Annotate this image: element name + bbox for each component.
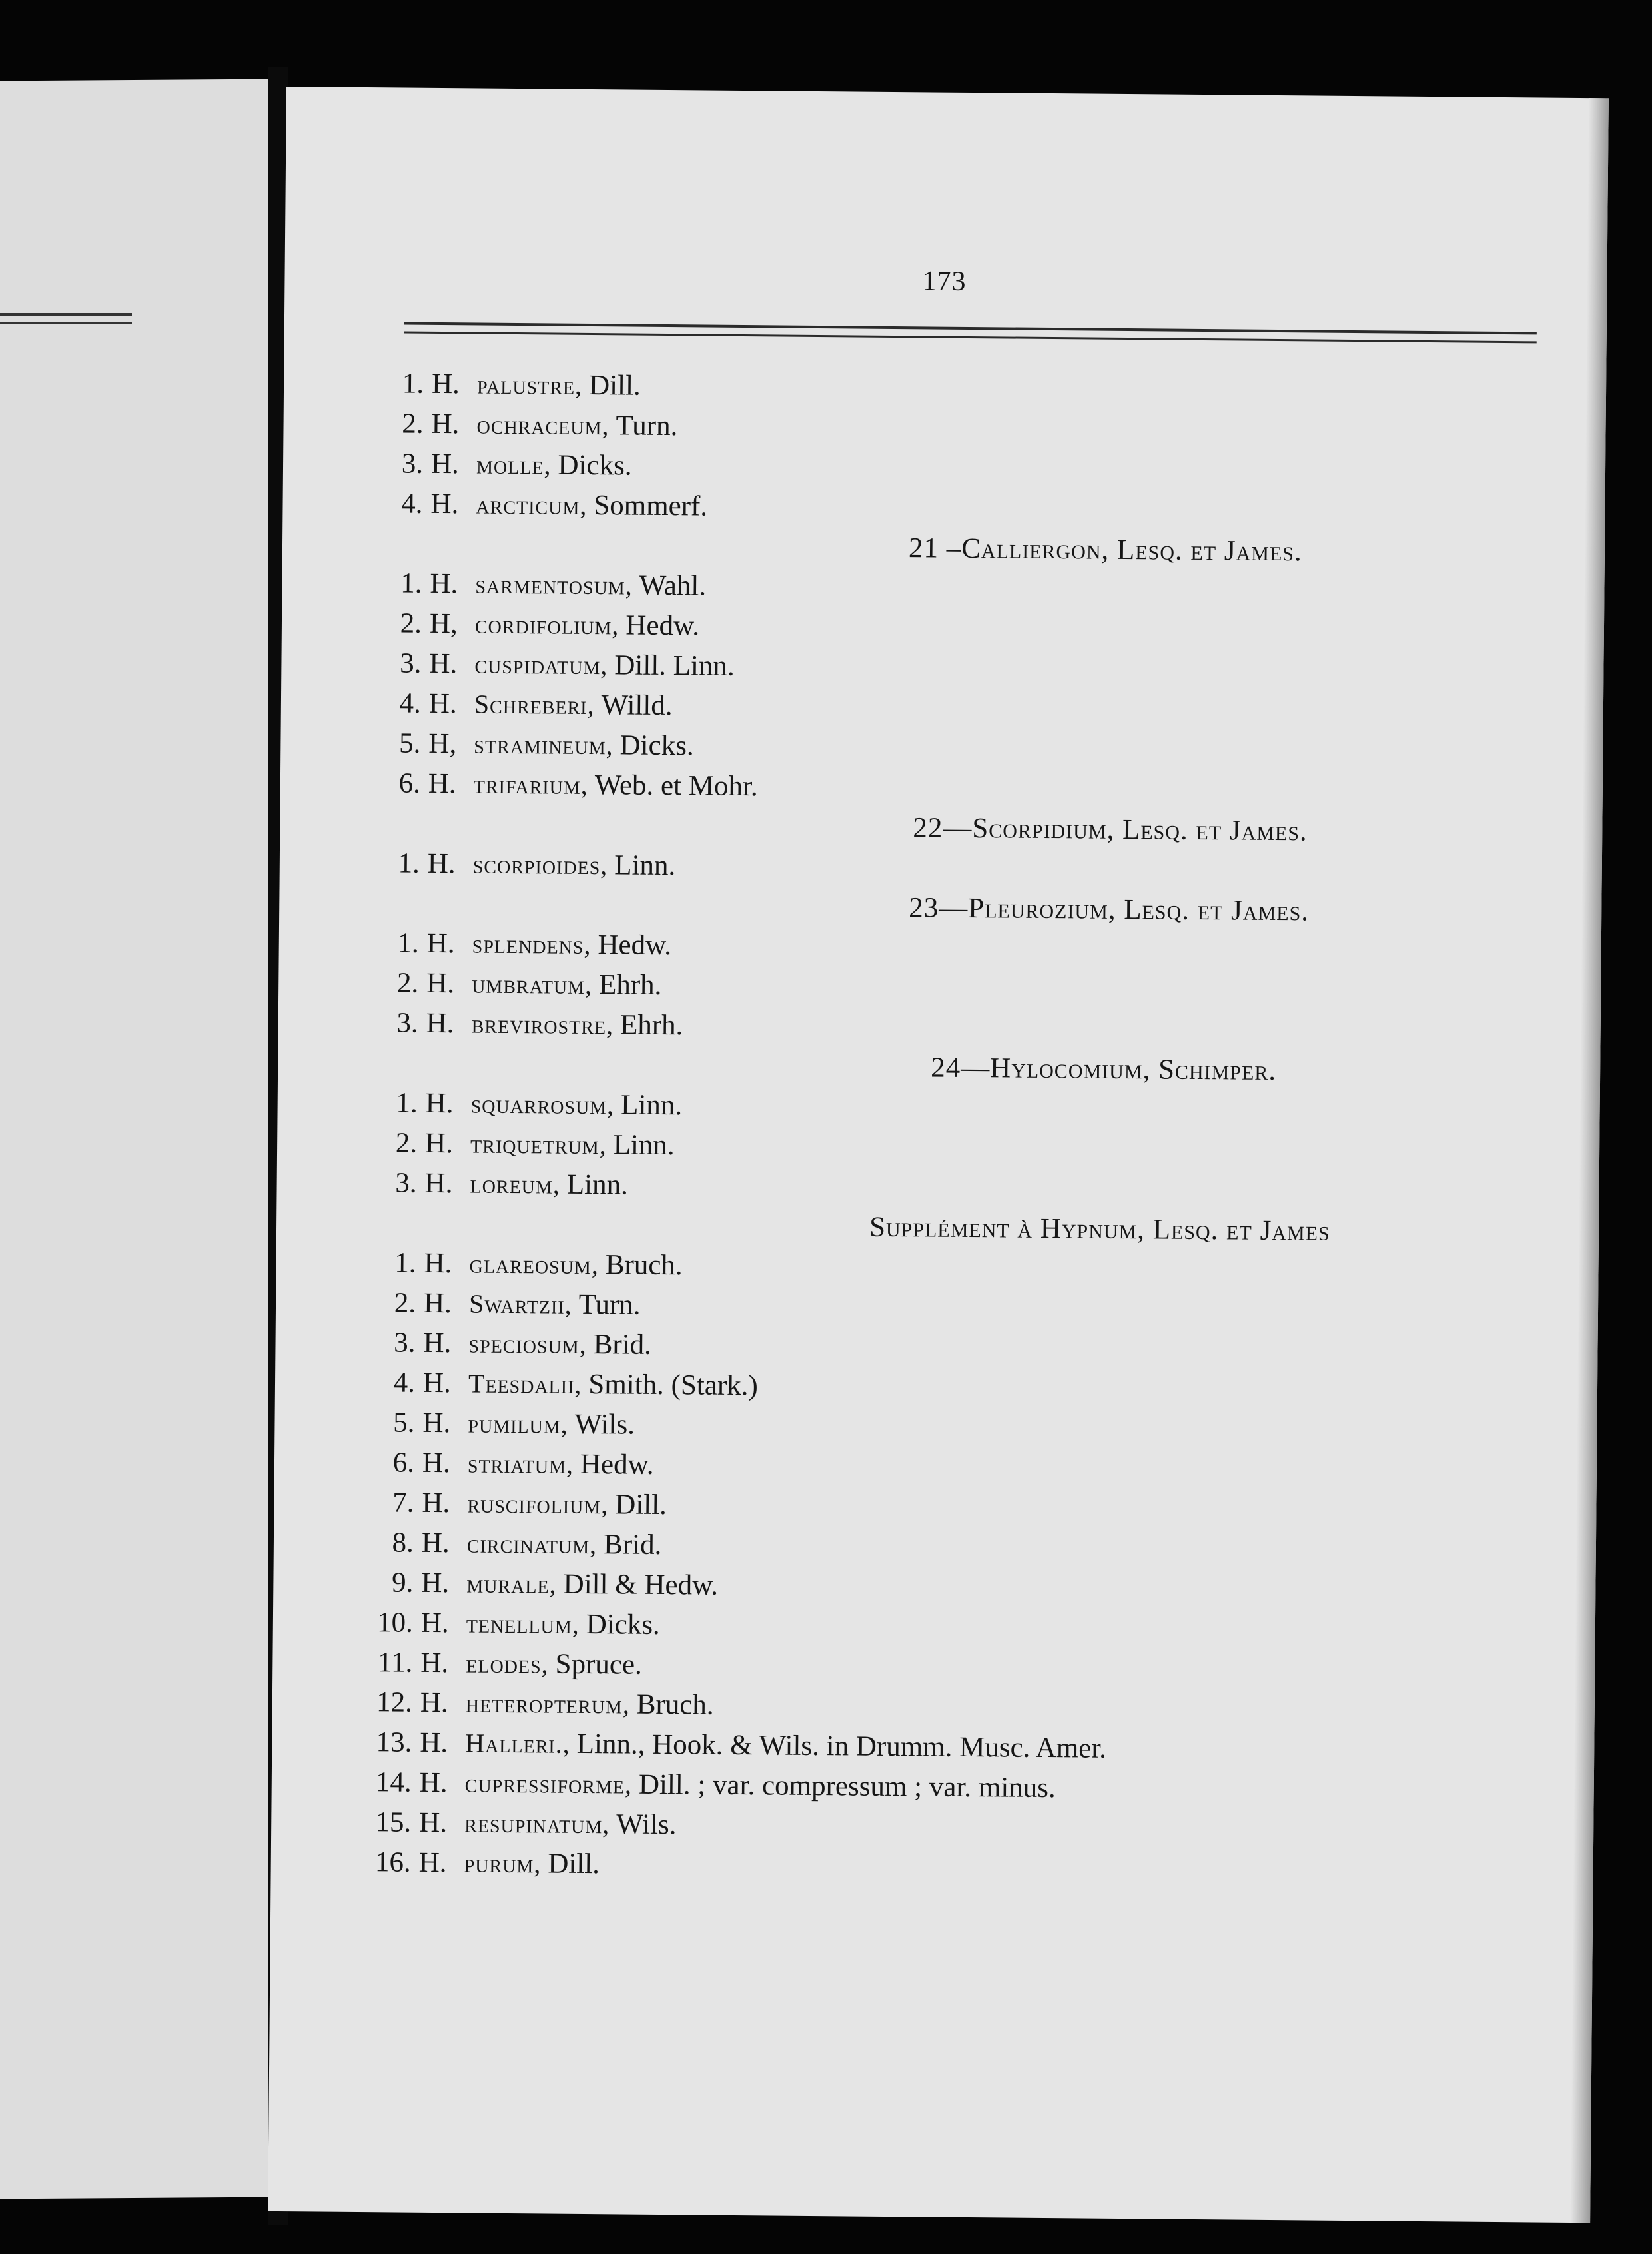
entry-number: 1. [397, 927, 419, 959]
genus-abbrev: H. [424, 1247, 452, 1280]
genus-abbrev: H. [420, 1726, 448, 1759]
genus-abbrev: H. [419, 1806, 448, 1839]
species-epithet: murale, Dill & Hedw. [466, 1568, 719, 1601]
species-authority: Wahl. [639, 569, 707, 602]
species-epithet: cuspidatum, Dill. Linn. [474, 649, 735, 682]
entry-number: 12. [376, 1687, 413, 1718]
genus-abbrev: H, [429, 607, 458, 640]
species-authority: Turn. [578, 1288, 641, 1321]
entry-number: 16. [374, 1846, 411, 1878]
species-authority: Dill. [548, 1848, 600, 1880]
species-epithet: ochraceum, Turn. [476, 409, 678, 442]
genus-abbrev: H. [424, 1127, 454, 1160]
entry-number: 3. [396, 1007, 418, 1039]
species-epithet: Schreberi, Willd. [474, 689, 673, 722]
species-authority: Dicks. [620, 729, 694, 762]
genus-abbrev: H. [422, 1367, 452, 1399]
species-authority: Linn. [620, 1089, 683, 1122]
entry-number: 2. [396, 967, 419, 999]
species-authority: Hedw. [598, 929, 672, 962]
species-authority: Dill. ; var. compressum ; var. minus. [638, 1768, 1056, 1804]
species-epithet: squarrosum, Linn. [470, 1088, 683, 1122]
species-epithet: elodes, Spruce. [466, 1648, 643, 1681]
species-epithet: trifarium, Web. et Mohr. [473, 769, 758, 803]
genus-abbrev: H. [422, 1447, 450, 1479]
species-epithet: molle, Dicks. [476, 449, 632, 482]
genus-abbrev: H. [425, 1087, 454, 1120]
species-authority: Hedw. [625, 609, 700, 642]
species-authority: Brid. [603, 1529, 662, 1561]
genus-heading: 21 –Calliergon, Lesq. et James. [908, 532, 1302, 567]
species-authority: Spruce. [555, 1648, 643, 1681]
species-epithet: ruscifolium, Dill. [467, 1488, 667, 1521]
species-authority: Linn. [566, 1168, 629, 1201]
left-page [0, 79, 268, 2199]
species-authority: Dill. [588, 369, 641, 402]
genus-abbrev: H. [431, 368, 460, 400]
genus-abbrev: H. [428, 767, 456, 800]
entry-number: 4. [393, 1367, 416, 1399]
species-epithet: scorpioides, Linn. [472, 849, 676, 882]
entry-number: 10. [376, 1607, 414, 1639]
entry-number: 8. [392, 1527, 414, 1559]
species-authority: Linn. [614, 849, 676, 882]
genus-abbrev: H. [429, 647, 458, 680]
species-epithet: loreum, Linn. [470, 1168, 629, 1201]
genus-abbrev: H. [420, 1607, 449, 1639]
species-epithet: Swartzii, Turn. [468, 1288, 641, 1321]
entry-number: 4. [399, 687, 422, 719]
species-epithet: striatum, Hedw. [467, 1448, 654, 1481]
species-epithet: brevirostre, Ehrh. [471, 1008, 683, 1042]
entry-number: 11. [377, 1647, 413, 1679]
species-authority: Dicks. [586, 1609, 661, 1641]
entry-number: 7. [392, 1487, 414, 1519]
genus-heading: Supplément à Hypnum, Lesq. et James [869, 1211, 1330, 1247]
entry-number: 1. [398, 847, 420, 879]
species-authority: Bruch. [605, 1249, 683, 1282]
species-epithet: purum, Dill. [464, 1848, 600, 1880]
entry-number: 13. [376, 1726, 412, 1758]
species-authority: Sommerf. [594, 490, 708, 522]
species-authority: Dill. [615, 1489, 667, 1521]
genus-abbrev: H. [424, 1167, 453, 1200]
entry-number: 3. [394, 1327, 416, 1359]
species-epithet: arcticum, Sommerf. [476, 489, 708, 522]
entry-number: 14. [375, 1766, 412, 1798]
genus-abbrev: H. [422, 1487, 450, 1519]
species-authority: Turn. [616, 410, 678, 442]
right-page [268, 87, 1609, 2223]
entry-number: 5. [398, 727, 421, 759]
entry-number: 1. [396, 1087, 418, 1119]
species-authority: Wils. [616, 1808, 677, 1841]
species-list [337, 364, 1616, 1893]
species-authority: Wils. [574, 1408, 635, 1441]
genus-abbrev: H. [423, 1287, 452, 1319]
entry-number: 3. [401, 448, 424, 480]
species-authority: Smith. (Stark.) [588, 1369, 759, 1402]
genus-abbrev: H. [428, 687, 457, 720]
entry-number: 1. [394, 1247, 416, 1279]
species-authority: Linn., Hook. & Wils. in Drumm. Musc. Amer. [576, 1728, 1107, 1764]
genus-abbrev: H. [430, 488, 459, 520]
entry-number: 15. [375, 1806, 412, 1838]
header-rule [404, 322, 1537, 344]
species-epithet: speciosum, Brid. [468, 1328, 652, 1361]
entry-number: 6. [398, 767, 421, 799]
entry-number: 2. [400, 607, 422, 639]
entry-number: 3. [395, 1167, 417, 1199]
species-authority: Brid. [593, 1329, 652, 1361]
genus-abbrev: H. [430, 567, 458, 600]
species-epithet: stramineum, Dicks. [474, 729, 694, 762]
species-authority: Dill & Hedw. [563, 1568, 719, 1601]
genus-abbrev: H. [426, 927, 455, 960]
entry-number: 1. [402, 368, 424, 400]
species-epithet: pumilum, Wils. [468, 1408, 635, 1441]
entry-number: 2. [402, 408, 424, 440]
entry-number: 4. [401, 488, 423, 520]
genus-heading: 24—Hylocomium, Schimper. [930, 1052, 1277, 1087]
left-page-rule [0, 313, 132, 324]
entry-number: 5. [393, 1407, 415, 1439]
species-authority: Bruch. [636, 1689, 714, 1721]
entry-number: 3. [399, 647, 422, 679]
species-epithet: cordifolium, Hedw. [474, 609, 700, 642]
entry-number: 2. [395, 1127, 418, 1159]
entry-number: 6. [392, 1447, 415, 1479]
species-authority: Web. et Mohr. [594, 769, 758, 803]
species-epithet: umbratum, Ehrh. [472, 968, 662, 1001]
species-epithet: splendens, Hedw. [472, 929, 672, 962]
species-epithet: palustre, Dill. [476, 369, 641, 402]
genus-abbrev: H. [418, 1846, 447, 1879]
genus-abbrev: H. [420, 1687, 448, 1719]
species-authority: Ehrh. [598, 969, 662, 1001]
species-authority: Ehrh. [620, 1009, 683, 1042]
species-epithet: Halleri., Linn., Hook. & Wils. in Drumm. Musc. Amer. [465, 1728, 1107, 1764]
species-epithet: circinatum, Brid. [466, 1528, 662, 1561]
genus-abbrev: H. [431, 408, 460, 440]
genus-abbrev: H. [430, 448, 460, 480]
genus-abbrev: H. [421, 1527, 450, 1559]
species-authority: Dill. Linn. [614, 649, 735, 682]
genus-abbrev: H. [426, 967, 455, 1000]
genus-abbrev: H, [428, 727, 457, 760]
page-number: 173 [922, 266, 967, 297]
species-epithet: Teesdalii, Smith. (Stark.) [468, 1368, 759, 1402]
species-epithet: tenellum, Dicks. [466, 1608, 661, 1641]
genus-abbrev: H. [420, 1647, 449, 1679]
species-epithet: resupinatum, Wils. [464, 1808, 677, 1841]
genus-heading: 22—Scorpidium, Lesq. et James. [913, 812, 1308, 847]
genus-abbrev: H. [423, 1327, 452, 1359]
genus-heading: 23—Pleurozium, Lesq. et James. [909, 892, 1310, 927]
species-epithet: sarmentosum, Wahl. [475, 569, 707, 602]
species-epithet: cupressiforme, Dill. ; var. compressum ; var. minus. [464, 1768, 1056, 1804]
entry-number: 2. [394, 1287, 416, 1319]
species-epithet: heteropterum, Bruch. [465, 1688, 714, 1721]
genus-abbrev: H. [427, 847, 456, 880]
genus-abbrev: H. [419, 1766, 448, 1799]
genus-abbrev: H. [426, 1007, 454, 1040]
genus-abbrev: H. [421, 1567, 450, 1599]
species-authority: Linn. [613, 1129, 675, 1162]
species-authority: Dicks. [558, 449, 632, 482]
species-epithet: glareosum, Bruch. [469, 1248, 683, 1282]
genus-abbrev: H. [422, 1407, 451, 1439]
species-authority: Hedw. [580, 1448, 654, 1481]
entry-number: 9. [391, 1567, 414, 1599]
entry-number: 1. [400, 567, 422, 599]
species-authority: Willd. [601, 689, 673, 722]
species-epithet: triquetrum, Linn. [470, 1128, 675, 1162]
